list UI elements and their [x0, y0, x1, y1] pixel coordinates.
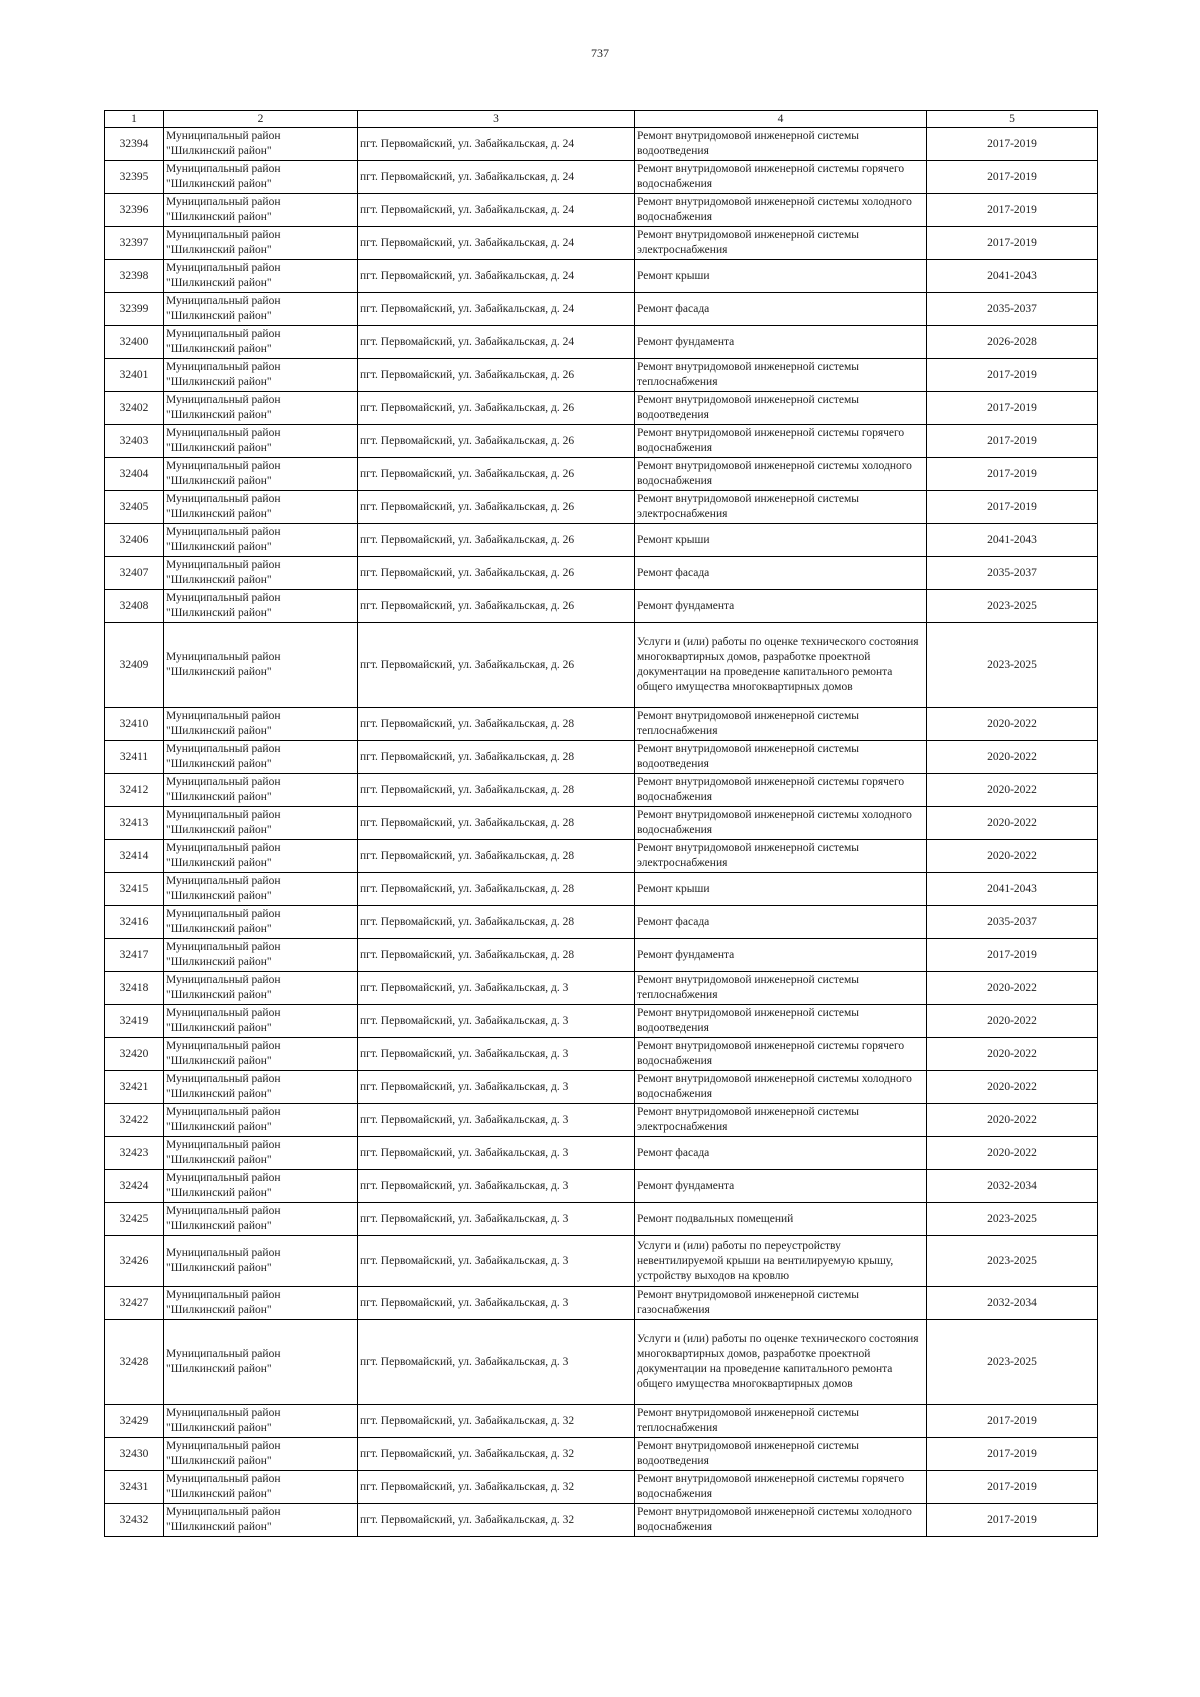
period-cell: 2017-2019	[927, 128, 1098, 161]
period-cell: 2020-2022	[927, 1071, 1098, 1104]
period-cell: 2041-2043	[927, 524, 1098, 557]
address-cell: пгт. Первомайский, ул. Забайкальская, д. 3	[358, 1236, 635, 1287]
row-number-cell: 32423	[105, 1137, 164, 1170]
address-cell: пгт. Первомайский, ул. Забайкальская, д. 26	[358, 623, 635, 708]
work-type-cell: Ремонт внутридомовой инженерной системы газоснабжения	[635, 1287, 927, 1320]
work-type-cell: Ремонт внутридомовой инженерной системы теплоснабжения	[635, 972, 927, 1005]
municipality-cell: Муниципальный район "Шилкинский район"	[164, 939, 358, 972]
table-row	[105, 939, 1098, 972]
work-type-cell: Ремонт внутридомовой инженерной системы теплоснабжения	[635, 1405, 927, 1438]
row-number-cell: 32405	[105, 491, 164, 524]
row-number-cell: 32422	[105, 1104, 164, 1137]
work-type-cell: Ремонт внутридомовой инженерной системы водоотведения	[635, 741, 927, 774]
municipality-cell: Муниципальный район "Шилкинский район"	[164, 1203, 358, 1236]
period-cell: 2020-2022	[927, 1038, 1098, 1071]
municipality-cell: Муниципальный район "Шилкинский район"	[164, 623, 358, 708]
address-cell: пгт. Первомайский, ул. Забайкальская, д. 3	[358, 972, 635, 1005]
period-cell: 2017-2019	[927, 392, 1098, 425]
address-cell: пгт. Первомайский, ул. Забайкальская, д. 26	[358, 359, 635, 392]
table-row	[105, 906, 1098, 939]
column-number-1: 1	[105, 111, 164, 128]
row-number-cell: 32406	[105, 524, 164, 557]
municipality-cell: Муниципальный район "Шилкинский район"	[164, 425, 358, 458]
work-type-cell: Ремонт внутридомовой инженерной системы холодного водоснабжения	[635, 1504, 927, 1537]
municipality-cell: Муниципальный район "Шилкинский район"	[164, 524, 358, 557]
table-row	[105, 557, 1098, 590]
row-number-cell: 32398	[105, 260, 164, 293]
period-cell: 2020-2022	[927, 1137, 1098, 1170]
row-number-cell: 32417	[105, 939, 164, 972]
municipality-cell: Муниципальный район "Шилкинский район"	[164, 1287, 358, 1320]
row-number-cell: 32432	[105, 1504, 164, 1537]
period-cell: 2032-2034	[927, 1170, 1098, 1203]
work-type-cell: Ремонт крыши	[635, 524, 927, 557]
municipality-cell: Муниципальный район "Шилкинский район"	[164, 708, 358, 741]
municipality-cell: Муниципальный район "Шилкинский район"	[164, 491, 358, 524]
address-cell: пгт. Первомайский, ул. Забайкальская, д. 3	[358, 1038, 635, 1071]
table-row	[105, 524, 1098, 557]
address-cell: пгт. Первомайский, ул. Забайкальская, д. 26	[358, 491, 635, 524]
municipality-cell: Муниципальный район "Шилкинский район"	[164, 161, 358, 194]
municipality-cell: Муниципальный район "Шилкинский район"	[164, 1170, 358, 1203]
period-cell: 2020-2022	[927, 708, 1098, 741]
municipality-cell: Муниципальный район "Шилкинский район"	[164, 1504, 358, 1537]
municipality-cell: Муниципальный район "Шилкинский район"	[164, 194, 358, 227]
address-cell: пгт. Первомайский, ул. Забайкальская, д. 26	[358, 590, 635, 623]
municipality-cell: Муниципальный район "Шилкинский район"	[164, 458, 358, 491]
row-number-cell: 32400	[105, 326, 164, 359]
address-cell: пгт. Первомайский, ул. Забайкальская, д. 24	[358, 293, 635, 326]
table-row	[105, 293, 1098, 326]
table-row	[105, 1287, 1098, 1320]
address-cell: пгт. Первомайский, ул. Забайкальская, д. 28	[358, 774, 635, 807]
table-row	[105, 972, 1098, 1005]
row-number-cell: 32416	[105, 906, 164, 939]
address-cell: пгт. Первомайский, ул. Забайкальская, д. 32	[358, 1471, 635, 1504]
period-cell: 2020-2022	[927, 840, 1098, 873]
period-cell: 2020-2022	[927, 1104, 1098, 1137]
work-type-cell: Ремонт подвальных помещений	[635, 1203, 927, 1236]
municipality-cell: Муниципальный район "Шилкинский район"	[164, 590, 358, 623]
period-cell: 2023-2025	[927, 1320, 1098, 1405]
table-row	[105, 260, 1098, 293]
municipality-cell: Муниципальный район "Шилкинский район"	[164, 557, 358, 590]
table-row	[105, 774, 1098, 807]
address-cell: пгт. Первомайский, ул. Забайкальская, д. 26	[358, 524, 635, 557]
table-row	[105, 1071, 1098, 1104]
municipality-cell: Муниципальный район "Шилкинский район"	[164, 326, 358, 359]
work-type-cell: Ремонт внутридомовой инженерной системы холодного водоснабжения	[635, 194, 927, 227]
work-type-cell: Ремонт внутридомовой инженерной системы электроснабжения	[635, 227, 927, 260]
municipality-cell: Муниципальный район "Шилкинский район"	[164, 774, 358, 807]
table-body	[105, 128, 1098, 1537]
period-cell: 2026-2028	[927, 326, 1098, 359]
period-cell: 2017-2019	[927, 161, 1098, 194]
period-cell: 2035-2037	[927, 906, 1098, 939]
column-number-5: 5	[927, 111, 1098, 128]
period-cell: 2020-2022	[927, 774, 1098, 807]
table-row	[105, 1471, 1098, 1504]
municipality-cell: Муниципальный район "Шилкинский район"	[164, 260, 358, 293]
table-row	[105, 741, 1098, 774]
page-number: 737	[591, 46, 609, 60]
row-number-cell: 32425	[105, 1203, 164, 1236]
work-type-cell: Ремонт фасада	[635, 906, 927, 939]
municipality-cell: Муниципальный район "Шилкинский район"	[164, 1320, 358, 1405]
address-cell: пгт. Первомайский, ул. Забайкальская, д. 32	[358, 1405, 635, 1438]
address-cell: пгт. Первомайский, ул. Забайкальская, д. 24	[358, 227, 635, 260]
work-type-cell: Ремонт внутридомовой инженерной системы водоотведения	[635, 1005, 927, 1038]
work-type-cell: Ремонт фундамента	[635, 590, 927, 623]
row-number-cell: 32427	[105, 1287, 164, 1320]
address-cell: пгт. Первомайский, ул. Забайкальская, д. 26	[358, 458, 635, 491]
table-row	[105, 623, 1098, 708]
period-cell: 2017-2019	[927, 359, 1098, 392]
municipality-cell: Муниципальный район "Шилкинский район"	[164, 128, 358, 161]
address-cell: пгт. Первомайский, ул. Забайкальская, д. 28	[358, 840, 635, 873]
work-type-cell: Ремонт внутридомовой инженерной системы холодного водоснабжения	[635, 1071, 927, 1104]
work-type-cell: Ремонт внутридомовой инженерной системы холодного водоснабжения	[635, 458, 927, 491]
period-cell: 2017-2019	[927, 194, 1098, 227]
address-cell: пгт. Первомайский, ул. Забайкальская, д. 3	[358, 1203, 635, 1236]
period-cell: 2017-2019	[927, 458, 1098, 491]
address-cell: пгт. Первомайский, ул. Забайкальская, д. 24	[358, 326, 635, 359]
address-cell: пгт. Первомайский, ул. Забайкальская, д. 28	[358, 807, 635, 840]
work-type-cell: Ремонт внутридомовой инженерной системы водоотведения	[635, 1438, 927, 1471]
row-number-cell: 32395	[105, 161, 164, 194]
table-row	[105, 392, 1098, 425]
table-row	[105, 1236, 1098, 1287]
address-cell: пгт. Первомайский, ул. Забайкальская, д. 28	[358, 708, 635, 741]
period-cell: 2017-2019	[927, 425, 1098, 458]
municipality-cell: Муниципальный район "Шилкинский район"	[164, 840, 358, 873]
address-cell: пгт. Первомайский, ул. Забайкальская, д. 3	[358, 1104, 635, 1137]
address-cell: пгт. Первомайский, ул. Забайкальская, д. 24	[358, 161, 635, 194]
municipality-cell: Муниципальный район "Шилкинский район"	[164, 906, 358, 939]
municipality-cell: Муниципальный район "Шилкинский район"	[164, 741, 358, 774]
work-type-cell: Ремонт фундамента	[635, 939, 927, 972]
table-row	[105, 1438, 1098, 1471]
period-cell: 2020-2022	[927, 972, 1098, 1005]
work-type-cell: Ремонт фундамента	[635, 326, 927, 359]
municipality-cell: Муниципальный район "Шилкинский район"	[164, 392, 358, 425]
row-number-cell: 32426	[105, 1236, 164, 1287]
row-number-cell: 32431	[105, 1471, 164, 1504]
table-row	[105, 807, 1098, 840]
row-number-cell: 32428	[105, 1320, 164, 1405]
work-type-cell: Ремонт внутридомовой инженерной системы теплоснабжения	[635, 359, 927, 392]
work-type-cell: Ремонт внутридомовой инженерной системы водоотведения	[635, 128, 927, 161]
work-type-cell: Услуги и (или) работы по переустройству невентилируемой крыши на вентилируемую крышу, устройству выходов на кровлю	[635, 1236, 927, 1287]
work-type-cell: Ремонт фасада	[635, 557, 927, 590]
table-row	[105, 359, 1098, 392]
municipality-cell: Муниципальный район "Шилкинский район"	[164, 1438, 358, 1471]
table-row	[105, 326, 1098, 359]
work-type-cell: Ремонт фасада	[635, 1137, 927, 1170]
period-cell: 2017-2019	[927, 227, 1098, 260]
municipality-cell: Муниципальный район "Шилкинский район"	[164, 1005, 358, 1038]
period-cell: 2017-2019	[927, 939, 1098, 972]
work-type-cell: Ремонт внутридомовой инженерной системы электроснабжения	[635, 840, 927, 873]
period-cell: 2017-2019	[927, 1438, 1098, 1471]
address-cell: пгт. Первомайский, ул. Забайкальская, д. 3	[358, 1071, 635, 1104]
work-type-cell: Ремонт внутридомовой инженерной системы горячего водоснабжения	[635, 1038, 927, 1071]
table-row	[105, 128, 1098, 161]
row-number-cell: 32412	[105, 774, 164, 807]
municipality-cell: Муниципальный район "Шилкинский район"	[164, 359, 358, 392]
address-cell: пгт. Первомайский, ул. Забайкальская, д. 24	[358, 128, 635, 161]
row-number-cell: 32411	[105, 741, 164, 774]
table-row	[105, 1005, 1098, 1038]
column-number-row	[105, 111, 1098, 128]
table-row	[105, 1405, 1098, 1438]
address-cell: пгт. Первомайский, ул. Забайкальская, д. 28	[358, 939, 635, 972]
address-cell: пгт. Первомайский, ул. Забайкальская, д. 24	[358, 194, 635, 227]
row-number-cell: 32396	[105, 194, 164, 227]
address-cell: пгт. Первомайский, ул. Забайкальская, д. 32	[358, 1438, 635, 1471]
period-cell: 2023-2025	[927, 590, 1098, 623]
row-number-cell: 32401	[105, 359, 164, 392]
table-row	[105, 458, 1098, 491]
work-type-cell: Ремонт крыши	[635, 873, 927, 906]
table-row	[105, 873, 1098, 906]
work-type-cell: Ремонт внутридомовой инженерной системы теплоснабжения	[635, 708, 927, 741]
row-number-cell: 32402	[105, 392, 164, 425]
row-number-cell: 32394	[105, 128, 164, 161]
period-cell: 2023-2025	[927, 1203, 1098, 1236]
municipality-cell: Муниципальный район "Шилкинский район"	[164, 807, 358, 840]
work-type-cell: Ремонт внутридомовой инженерной системы холодного водоснабжения	[635, 807, 927, 840]
municipality-cell: Муниципальный район "Шилкинский район"	[164, 1236, 358, 1287]
address-cell: пгт. Первомайский, ул. Забайкальская, д. 28	[358, 741, 635, 774]
table-row	[105, 1170, 1098, 1203]
row-number-cell: 32430	[105, 1438, 164, 1471]
row-number-cell: 32407	[105, 557, 164, 590]
municipality-cell: Муниципальный район "Шилкинский район"	[164, 1104, 358, 1137]
table-row	[105, 840, 1098, 873]
row-number-cell: 32421	[105, 1071, 164, 1104]
period-cell: 2020-2022	[927, 1005, 1098, 1038]
address-cell: пгт. Первомайский, ул. Забайкальская, д. 3	[358, 1137, 635, 1170]
municipality-cell: Муниципальный район "Шилкинский район"	[164, 1137, 358, 1170]
row-number-cell: 32414	[105, 840, 164, 873]
address-cell: пгт. Первомайский, ул. Забайкальская, д. 3	[358, 1170, 635, 1203]
table-row	[105, 590, 1098, 623]
row-number-cell: 32397	[105, 227, 164, 260]
period-cell: 2020-2022	[927, 741, 1098, 774]
work-type-cell: Ремонт внутридомовой инженерной системы водоотведения	[635, 392, 927, 425]
period-cell: 2017-2019	[927, 1504, 1098, 1537]
address-cell: пгт. Первомайский, ул. Забайкальская, д. 24	[358, 260, 635, 293]
work-type-cell: Услуги и (или) работы по оценке технического состояния многоквартирных домов, разработке проектной документации на проведение капитального ремонта общего имущества многоквартирных домов	[635, 1320, 927, 1405]
table-row	[105, 491, 1098, 524]
work-type-cell: Ремонт внутридомовой инженерной системы электроснабжения	[635, 1104, 927, 1137]
row-number-cell: 32403	[105, 425, 164, 458]
row-number-cell: 32420	[105, 1038, 164, 1071]
row-number-cell: 32424	[105, 1170, 164, 1203]
work-type-cell: Ремонт внутридомовой инженерной системы горячего водоснабжения	[635, 774, 927, 807]
period-cell: 2023-2025	[927, 1236, 1098, 1287]
table-row	[105, 227, 1098, 260]
municipality-cell: Муниципальный район "Шилкинский район"	[164, 1038, 358, 1071]
table-row	[105, 1137, 1098, 1170]
municipality-cell: Муниципальный район "Шилкинский район"	[164, 1405, 358, 1438]
row-number-cell: 32413	[105, 807, 164, 840]
table-row	[105, 1104, 1098, 1137]
municipality-cell: Муниципальный район "Шилкинский район"	[164, 1471, 358, 1504]
address-cell: пгт. Первомайский, ул. Забайкальская, д. 3	[358, 1005, 635, 1038]
work-type-cell: Ремонт внутридомовой инженерной системы горячего водоснабжения	[635, 425, 927, 458]
row-number-cell: 32409	[105, 623, 164, 708]
period-cell: 2041-2043	[927, 873, 1098, 906]
period-cell: 2017-2019	[927, 1405, 1098, 1438]
municipality-cell: Муниципальный район "Шилкинский район"	[164, 227, 358, 260]
municipality-cell: Муниципальный район "Шилкинский район"	[164, 972, 358, 1005]
address-cell: пгт. Первомайский, ул. Забайкальская, д. 3	[358, 1320, 635, 1405]
municipality-cell: Муниципальный район "Шилкинский район"	[164, 873, 358, 906]
work-type-cell: Ремонт внутридомовой инженерной системы электроснабжения	[635, 491, 927, 524]
work-type-cell: Ремонт крыши	[635, 260, 927, 293]
work-type-cell: Ремонт фундамента	[635, 1170, 927, 1203]
work-type-cell: Ремонт внутридомовой инженерной системы горячего водоснабжения	[635, 1471, 927, 1504]
address-cell: пгт. Первомайский, ул. Забайкальская, д. 28	[358, 873, 635, 906]
municipality-cell: Муниципальный район "Шилкинский район"	[164, 293, 358, 326]
column-number-3: 3	[358, 111, 635, 128]
table-row	[105, 708, 1098, 741]
work-type-cell: Услуги и (или) работы по оценке технического состояния многоквартирных домов, разработке проектной документации на проведение капитального ремонта общего имущества многоквартирных домов	[635, 623, 927, 708]
row-number-cell: 32410	[105, 708, 164, 741]
repair-schedule-table	[104, 110, 1098, 1537]
address-cell: пгт. Первомайский, ул. Забайкальская, д. 26	[358, 557, 635, 590]
table-row	[105, 194, 1098, 227]
row-number-cell: 32415	[105, 873, 164, 906]
work-type-cell: Ремонт внутридомовой инженерной системы горячего водоснабжения	[635, 161, 927, 194]
row-number-cell: 32399	[105, 293, 164, 326]
row-number-cell: 32404	[105, 458, 164, 491]
address-cell: пгт. Первомайский, ул. Забайкальская, д. 3	[358, 1287, 635, 1320]
address-cell: пгт. Первомайский, ул. Забайкальская, д. 26	[358, 392, 635, 425]
table-row	[105, 1038, 1098, 1071]
period-cell: 2035-2037	[927, 557, 1098, 590]
address-cell: пгт. Первомайский, ул. Забайкальская, д. 26	[358, 425, 635, 458]
row-number-cell: 32429	[105, 1405, 164, 1438]
work-type-cell: Ремонт фасада	[635, 293, 927, 326]
period-cell: 2035-2037	[927, 293, 1098, 326]
municipality-cell: Муниципальный район "Шилкинский район"	[164, 1071, 358, 1104]
table-row	[105, 1320, 1098, 1405]
period-cell: 2017-2019	[927, 491, 1098, 524]
table-row	[105, 425, 1098, 458]
row-number-cell: 32408	[105, 590, 164, 623]
table-row	[105, 1203, 1098, 1236]
table-row	[105, 1504, 1098, 1537]
period-cell: 2017-2019	[927, 1471, 1098, 1504]
address-cell: пгт. Первомайский, ул. Забайкальская, д. 28	[358, 906, 635, 939]
period-cell: 2041-2043	[927, 260, 1098, 293]
row-number-cell: 32418	[105, 972, 164, 1005]
address-cell: пгт. Первомайский, ул. Забайкальская, д. 32	[358, 1504, 635, 1537]
row-number-cell: 32419	[105, 1005, 164, 1038]
period-cell: 2020-2022	[927, 807, 1098, 840]
period-cell: 2032-2034	[927, 1287, 1098, 1320]
table-row	[105, 161, 1098, 194]
column-number-2: 2	[164, 111, 358, 128]
column-number-4: 4	[635, 111, 927, 128]
period-cell: 2023-2025	[927, 623, 1098, 708]
